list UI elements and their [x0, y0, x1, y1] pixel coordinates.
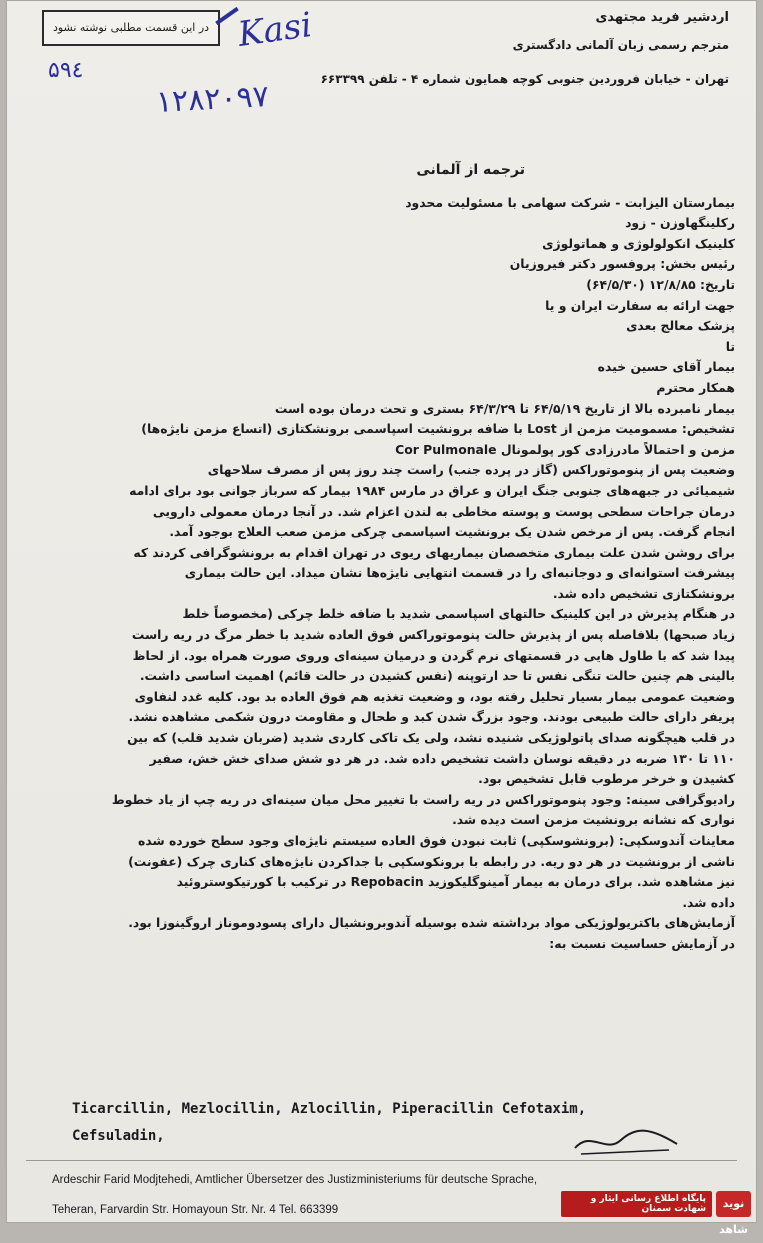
letter-line: رکلینگهاوزن - زود	[625, 215, 735, 231]
letter-line: تشخیص: مسمومیت مزمن از Lost با ضافه برونشیت اسپاسمی برونشکتازی (اتساع مزمن نایژه‌ها)	[141, 421, 735, 437]
reserved-area-stamp: در این قسمت مطلبی نوشته نشود	[42, 10, 220, 46]
handwritten-number: ۱۲۸۲۰۹۷	[155, 79, 270, 120]
letter-line: جهت ارائه به سفارت ایران و یا	[545, 297, 735, 313]
letter-line: پریفر دارای حالت طبیعی بودند. وجود بزرگ شدن کبد و طحال و مقاومت درون شکمی مشاهده نشد.	[128, 709, 735, 725]
antibiotic-list	[72, 1096, 586, 1150]
letter-line: پیشرفت استوانه‌ای و دوجانبه‌ای را در قسمت انتهایی نایژه‌ها نشان میداد. این حالت بیماری	[184, 565, 735, 581]
letter-line: در قلب هیچگونه صدای پاتولوژیکی شنیده نشد، ولی یک تاکی کاردی شدید (ضربان شدید قلب) که بین	[127, 730, 735, 746]
handwritten-annotation: Kasi	[235, 5, 315, 55]
letter-line: برونشکتازی تشخیص داده شد.	[552, 585, 735, 601]
letter-line: نواری که نشانه برونشیت مزمن است دیده شد.	[452, 812, 735, 828]
footer-divider	[26, 1160, 737, 1161]
translator-address: تهران - خیابان فروردین جنوبی کوچه همایون شماره ۴ - تلفن ۶۶۳۳۹۹	[320, 72, 729, 86]
letter-line: مزمن و احتمالاً مادرزادی کور پولمونال Cor Pulmonale	[395, 441, 735, 457]
translator-name: اردشیر فرید مجتهدی	[595, 10, 729, 25]
footer-line-2: Teheran, Farvardin Str. Homayoun Str. Nr. 4 Tel. 663399	[52, 1204, 339, 1216]
signature-scribble	[571, 1120, 681, 1160]
translator-role: مترجم رسمی زبان آلمانی دادگستری	[512, 38, 729, 52]
letter-line: زیاد صبحها) بلافاصله پس از پذیرش حالت پنوموتوراکس فوق العاده شدید با خطر مرگ در ریه راست	[131, 627, 735, 643]
letter-line: انجام گرفت. پس از مرخص شدن یک برونشیت اسپاسمی چرکی مزمن صعب العلاج بوجود آمد.	[169, 524, 735, 540]
letter-line: پزشک معالج بعدی	[626, 318, 735, 334]
letter-line: برای روشن شدن علت بیماری متخصصان بیماریهای ریوی در تهران اقدام به برونشوگرافی کردند که	[133, 544, 735, 560]
letter-line: بالینی هم چنین حالت تنگی نفس تا حد ارتوپنه (نفس کشیدن در حالت قائم) اهمیت اساسی داشت.	[139, 668, 735, 684]
watermark	[561, 1189, 751, 1236]
letter-line: در آزمایش حساسیت نسبت به:	[549, 935, 735, 951]
letter-line: تا	[725, 338, 735, 354]
letter-line: بیمارستان الیزابت - شرکت سهامی با مسئولیت محدود	[405, 194, 735, 210]
letter-line: رئیس بخش: پروفسور دکتر فیروزیان	[509, 256, 735, 272]
letter-line: بیمار نامبرده بالا از تاریخ ۶۴/۵/۱۹ تا ۶۴/۳/۲۹ بستری و تحت درمان بوده است	[274, 400, 735, 416]
letter-line: رادیوگرافی سینه: وجود پنوموتوراکس در ریه راست با تغییر محل میان سینه‌ای در ریه چپ از یاد خطوط	[111, 791, 735, 807]
letter-line: معاینات آندوسکپی: (برونشوسکپی) ثابت نبودن فوق العاده سیستم نایژه‌ای وجود سطح خورده شده	[138, 833, 735, 848]
letter-line: داده شد.	[682, 894, 735, 910]
letter-line: کلینیک انکولولوژی و هماتولوژی	[542, 235, 735, 251]
letter-line: کشیدن و خرخر مرطوب قابل تشخیص بود.	[478, 771, 735, 787]
footer-line-1: Ardeschir Farid Modjtehedi, Amtlicher Übersetzer des Justizministeriums für deutsche Sprache,	[52, 1174, 538, 1186]
letter-line: پیدا شد که با طاول هایی در قسمتهای نرم گردن و درمیان سینه‌ای وروی صورت همراه بود. از لحاظ	[132, 647, 735, 663]
letter-line: تاریخ: ۱۲/۸/۸۵ (۶۴/۵/۳۰)	[586, 276, 735, 292]
letter-line: درمان جراحات سطحی پوست و پوسته مخاطی به لندن اعزام شد. در آنجا درمان معمولی دارویی	[152, 503, 735, 519]
letter-line: ناشی از برونشیت در هر دو ریه. در رابطه با برونکوسکپی با جداکردن نایژه‌های کناری چرک (عفونت)	[128, 853, 735, 869]
letter-line: نیز مشاهده شد. برای درمان به بیمار آمینوگلیکوزید Repobacin در ترکیب با کورتیکوستروئید	[176, 874, 735, 890]
translation-title: ترجمه از آلمانی	[416, 162, 525, 178]
letter-line: همکار محترم	[656, 379, 735, 395]
antibiotic-line: Ticarcillin, Mezlocillin, Azlocillin, Piperacillin Cefotaxim,	[72, 1101, 587, 1117]
handwritten-code: ۵۹٤	[48, 58, 84, 83]
letter-body	[35, 160, 735, 955]
letter-line: بیمار آقای حسین خیده	[597, 359, 735, 375]
watermark-text: پایگاه اطلاع رسانی ایثار و شهادت سمنان	[561, 1191, 712, 1217]
watermark-logo: نوید شاهد	[716, 1191, 751, 1217]
letter-line: وضعیت پس از پنوموتوراکس (گاز در پرده جنب) راست چند روز پس از مصرف سلاحهای	[207, 462, 735, 478]
letter-lines	[35, 193, 735, 955]
letter-line: در هنگام پذیرش در این کلینیک حالتهای اسپاسمی شدید با ضافه خلط چرکی (مخصوصاً خلط	[182, 606, 735, 622]
document-page	[6, 0, 757, 1236]
letter-line: شیمیائی در جبهه‌های جنوبی جنگ ایران و عراق در مارس ۱۹۸۴ بیمار که سرباز جوانی بود برای ادامه	[129, 482, 735, 498]
letter-line: وضعیت عمومی بیمار بسیار تحلیل رفته بود، و وضعیت تغذیه هم فوق العاده بد بود. کلیه غدد لنفاوی	[134, 688, 735, 704]
antibiotic-line: Cefsuladin,	[72, 1128, 165, 1144]
letter-line: ۱۱۰ تا ۱۳۰ ضربه در دقیقه نوسان داشت تشخیص داده شد. در هر دو شش صدای خش خش، صفیر	[149, 750, 735, 766]
letter-line: آزمایش‌های باکتریولوژیکی مواد برداشته شده بوسیله آندوبرونشیال دارای پسودوموناز اروگینوزا بود.	[128, 915, 735, 931]
